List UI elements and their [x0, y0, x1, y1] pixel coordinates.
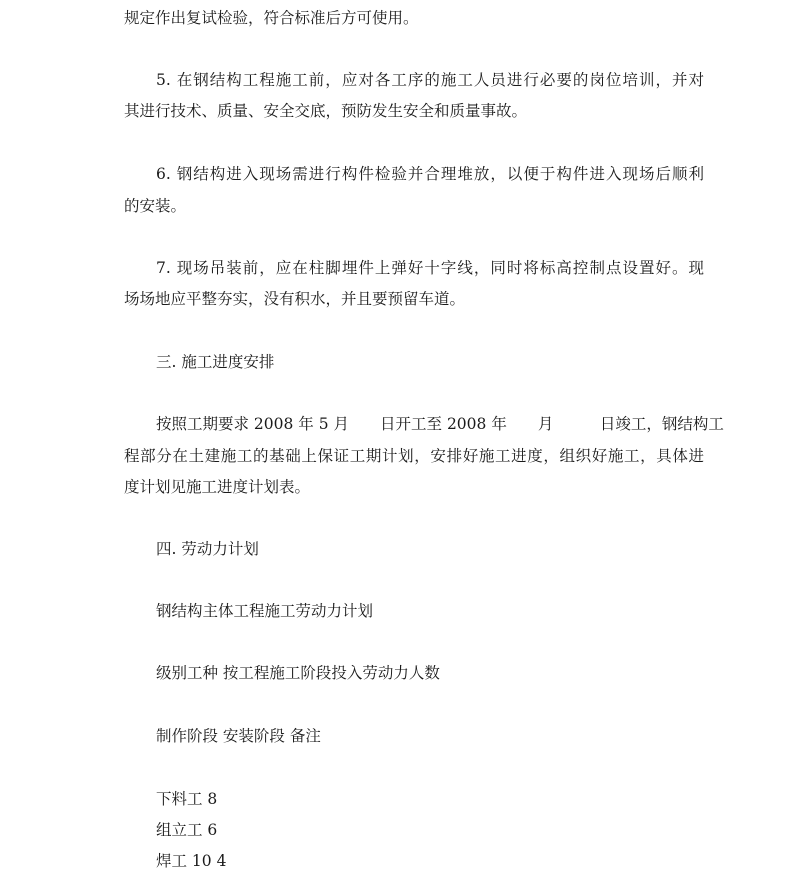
schedule-line-3: 度计划见施工进度计划表。 — [124, 478, 311, 496]
labor-table-row: 焊工 10 4 — [156, 852, 227, 870]
item-7-line-1: 7. 现场吊装前，应在柱脚埋件上弹好十字线，同时将标高控制点设置好。现 — [156, 259, 704, 277]
labor-table-header-row-2: 制作阶段 安装阶段 备注 — [156, 727, 321, 745]
schedule-line-2: 程部分在土建施工的基础上保证工期计划，安排好施工进度，组织好施工，具体进 — [124, 447, 704, 465]
item-7-line-2: 场场地应平整夯实，没有积水，并且要预留车道。 — [124, 290, 466, 308]
section-3-heading: 三. 施工进度安排 — [156, 353, 275, 371]
section-4-heading: 四. 劳动力计划 — [156, 540, 259, 558]
item-6-line-1: 6. 钢结构进入现场需进行构件检验并合理堆放，以便于构件进入现场后顺利 — [156, 165, 704, 183]
item-5-line-1: 5. 在钢结构工程施工前，应对各工序的施工人员进行必要的岗位培训，并对 — [156, 71, 704, 89]
labor-table-row: 组立工 6 — [156, 821, 218, 839]
labor-table-header-row-1: 级别工种 按工程施工阶段投入劳动力人数 — [156, 664, 440, 682]
item-5-line-2: 其进行技术、质量、安全交底，预防发生安全和质量事故。 — [124, 102, 528, 120]
schedule-line-1: 按照工期要求 2008 年 5 月 日开工至 2008 年 月 日竣工，钢结构工 — [156, 415, 724, 433]
paragraph-line: 规定作出复试检验，符合标准后方可使用。 — [124, 9, 419, 27]
labor-plan-title: 钢结构主体工程施工劳动力计划 — [156, 602, 374, 620]
item-6-line-2: 的安装。 — [124, 197, 187, 215]
labor-table-row: 下料工 8 — [156, 790, 218, 808]
